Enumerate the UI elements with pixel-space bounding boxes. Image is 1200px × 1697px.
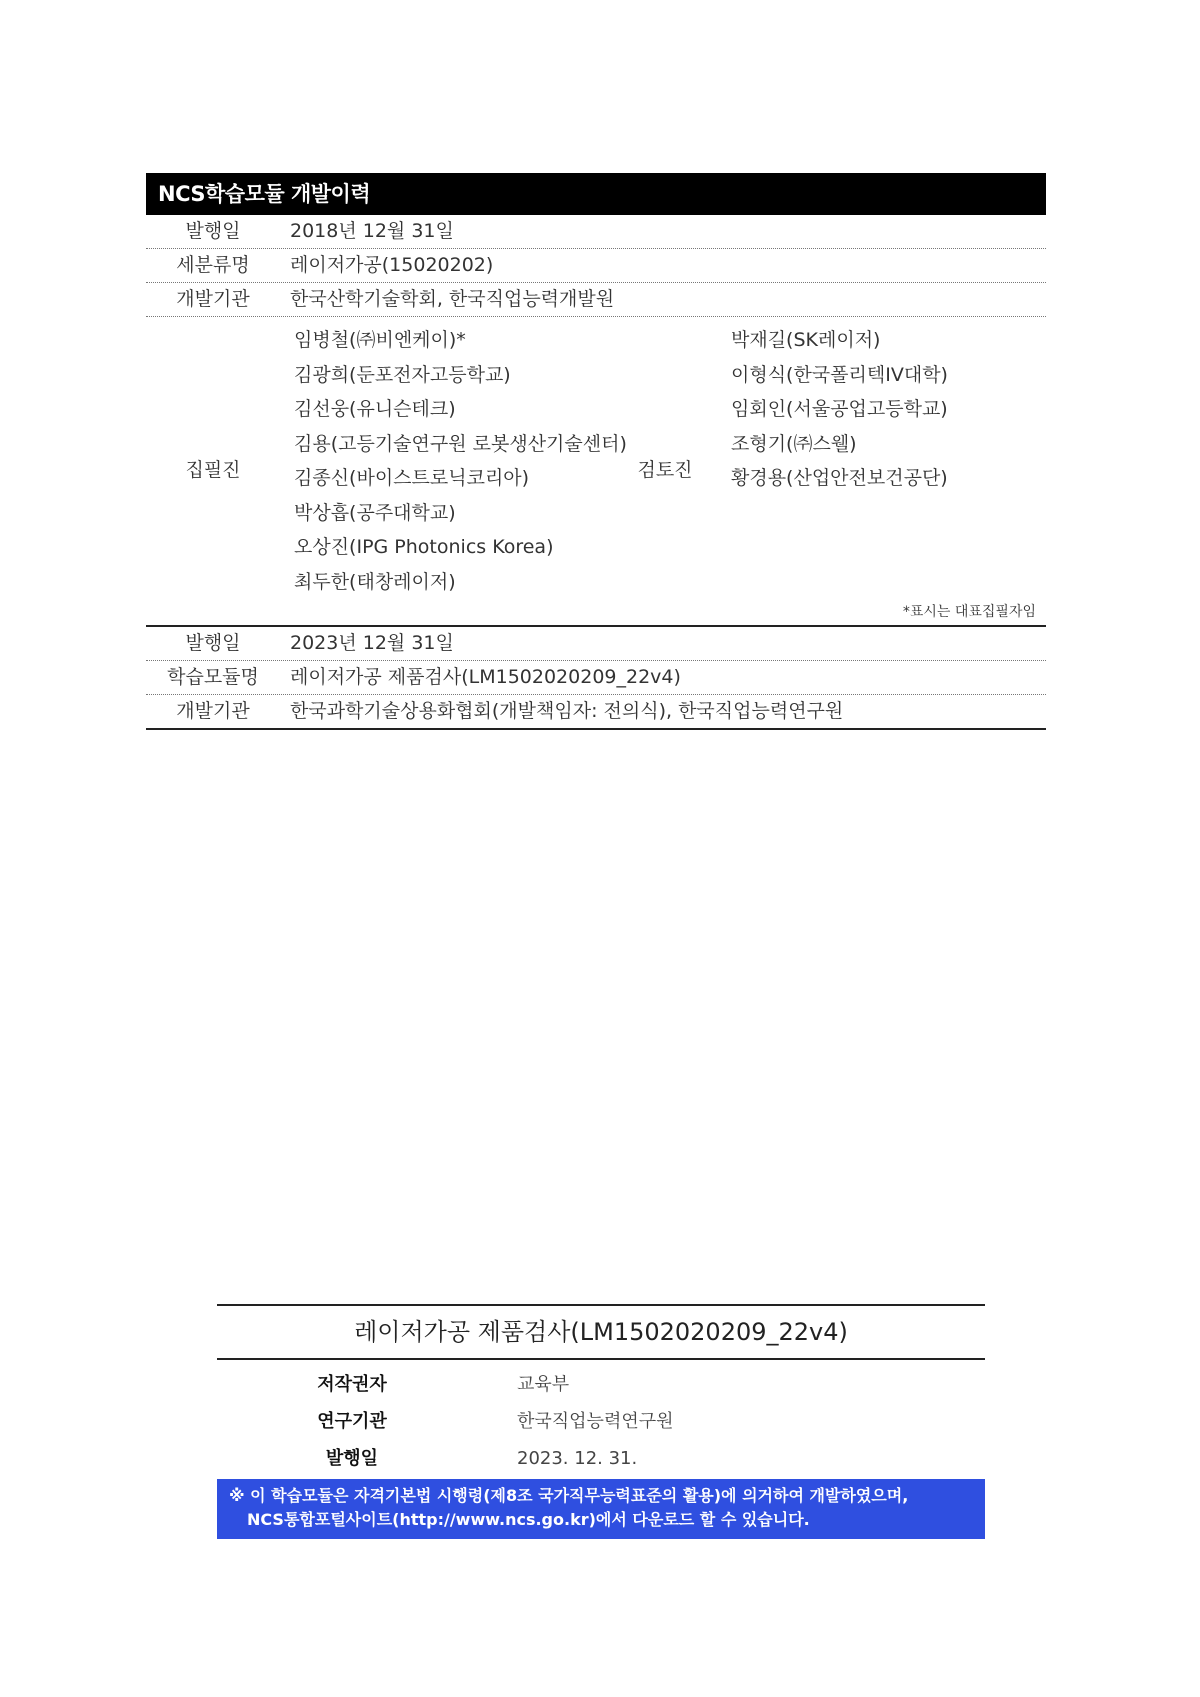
issue-date-label: 발행일 — [325, 1448, 379, 1469]
writer-item: 오상진(IPG Photonics Korea) — [294, 536, 554, 558]
reviewer-item: 이형식(한국폴리텍IV대학) — [731, 363, 948, 386]
colophon-row — [217, 1403, 985, 1440]
writer-item: 박상흡(공주대학교) — [294, 501, 456, 524]
first-org-row — [146, 283, 1046, 317]
org-label: 개발기관 — [176, 288, 250, 310]
colophon — [217, 1304, 985, 1539]
second-issue-row — [146, 627, 1046, 661]
writer-item: 최두한(태창레이저) — [294, 570, 456, 593]
colophon-title: 레이저가공 제품검사(LM1502020209_22v4) — [217, 1304, 985, 1360]
writer-item: 김광희(둔포전자고등학교) — [294, 363, 511, 386]
subcategory-value: 레이저가공(15020202) — [290, 254, 494, 276]
writers-list — [294, 323, 627, 599]
writer-item: 김용(고등기술연구원 로봇생산기술센터) — [294, 432, 627, 455]
reviewers-list — [731, 323, 948, 496]
reviewer-item: 박재길(SK레이저) — [731, 329, 881, 351]
writers-label: 집필진 — [185, 459, 241, 481]
issue-label: 발행일 — [185, 632, 241, 654]
subcategory-row — [146, 249, 1046, 283]
reviewers-label: 검토진 — [637, 459, 693, 481]
writer-item: 김종신(바이스트로닉코리아) — [294, 467, 530, 489]
issue-value: 2018년 12월 31일 — [290, 220, 454, 242]
copyright-label: 저작권자 — [317, 1374, 387, 1395]
lead-writer-note: *표시는 대표집필자임 — [902, 604, 1036, 620]
module-value: 레이저가공 제품검사(LM1502020209_22v4) — [290, 666, 681, 688]
issue-label: 발행일 — [185, 220, 241, 242]
research-org-value: 한국직업능력연구원 — [517, 1411, 674, 1432]
module-label: 학습모듈명 — [167, 666, 259, 688]
writers-block — [146, 317, 1046, 627]
notice-line-1: ※ 이 학습모듈은 자격기본법 시행령(제8조 국가직무능력표준의 활용)에 의거하여 개발하였으며, — [229, 1486, 909, 1505]
issue-value: 2023년 12월 31일 — [290, 632, 454, 654]
notice-banner — [217, 1479, 985, 1539]
first-issue-row — [146, 215, 1046, 249]
org-label: 개발기관 — [176, 700, 250, 722]
issue-date-value: 2023. 12. 31. — [517, 1448, 638, 1469]
writer-item: 김선웅(유니슨테크) — [294, 398, 456, 420]
colophon-info — [217, 1366, 985, 1477]
copyright-value: 교육부 — [517, 1374, 570, 1395]
org-value: 한국산학기술학회, 한국직업능력개발원 — [290, 288, 615, 310]
development-history — [146, 173, 1046, 730]
colophon-row — [217, 1440, 985, 1477]
org-value: 한국과학기술상용화협회(개발책임자: 전의식), 한국직업능력연구원 — [290, 700, 844, 722]
history-title: NCS학습모듈 개발이력 — [146, 173, 1046, 215]
second-org-row — [146, 695, 1046, 730]
colophon-row — [217, 1366, 985, 1403]
reviewer-item: 임회인(서울공업고등학교) — [731, 398, 948, 420]
research-org-label: 연구기관 — [317, 1411, 387, 1432]
notice-line-2: NCS통합포털사이트(http://www.ncs.go.kr)에서 다운로드 할 수 있습니다. — [247, 1510, 810, 1529]
module-name-row — [146, 661, 1046, 695]
writer-item: 임병철(㈜비엔케이)* — [294, 329, 466, 351]
reviewer-item: 조형기(㈜스웰) — [731, 432, 857, 455]
reviewer-item: 황경용(산업안전보건공단) — [731, 467, 948, 489]
subcategory-label: 세분류명 — [176, 254, 250, 276]
